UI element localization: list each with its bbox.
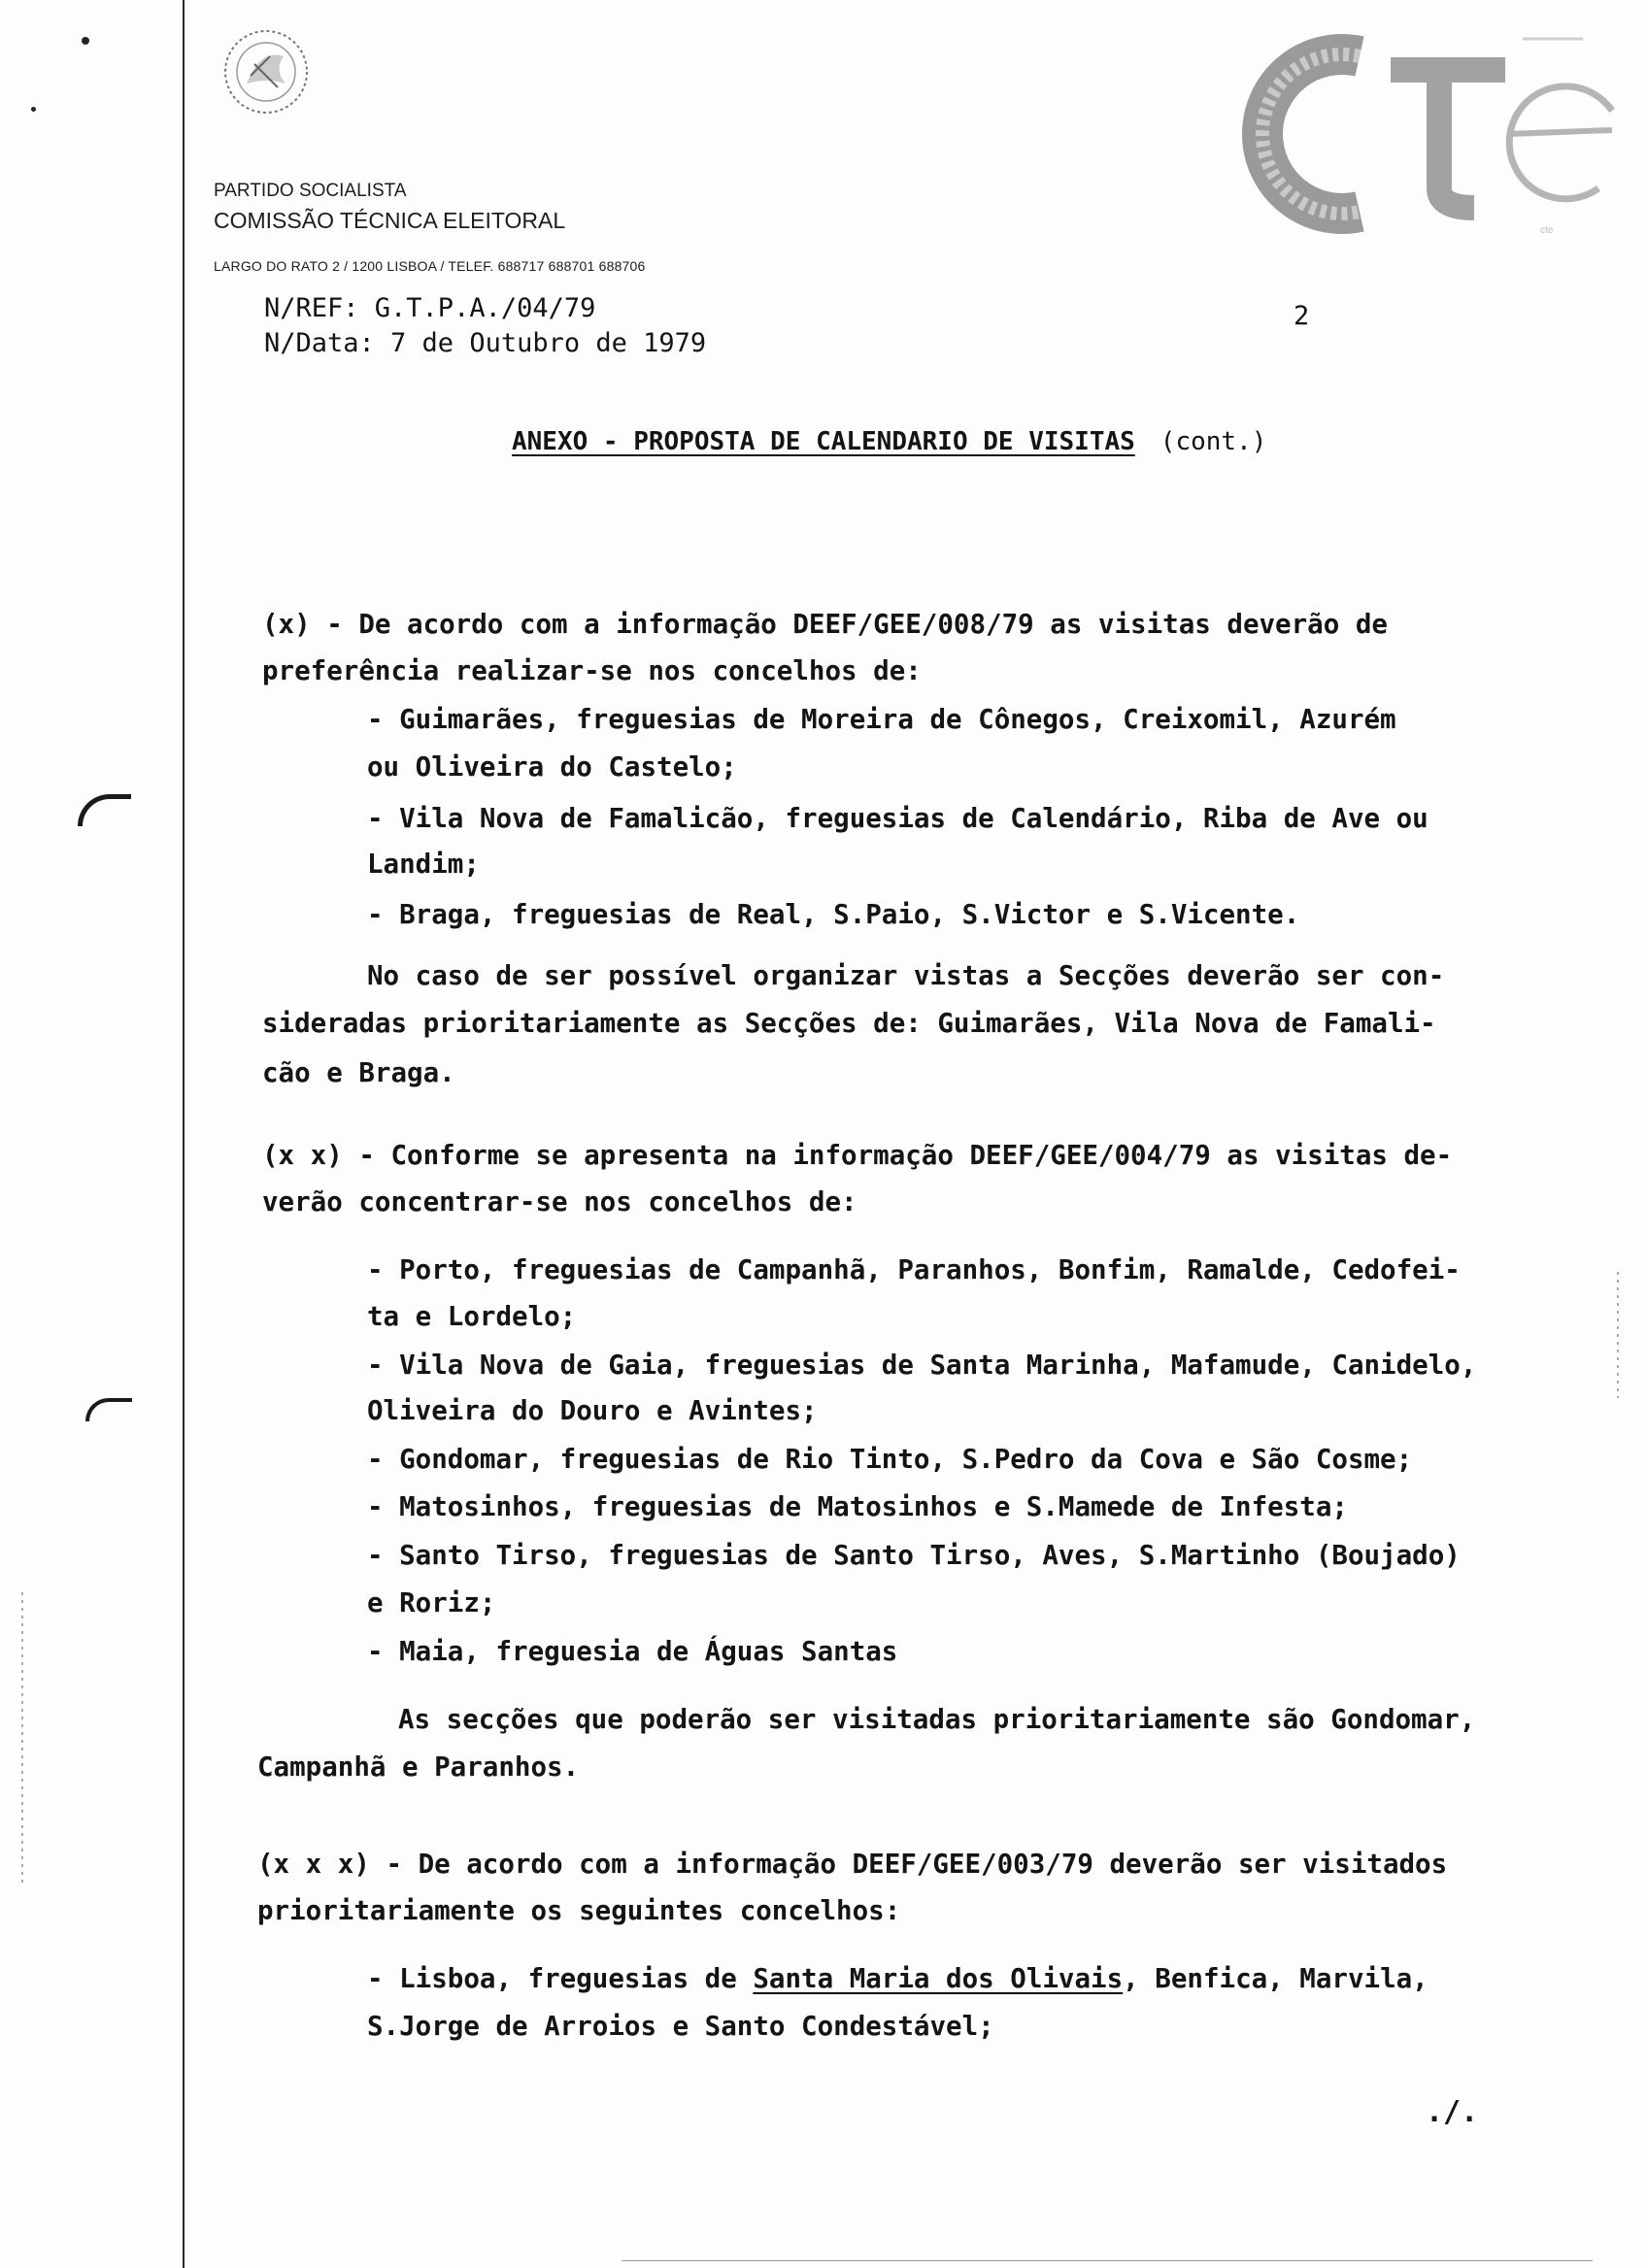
svg-text:cte: cte: [1540, 225, 1554, 236]
scan-edge-noise: [21, 1592, 23, 1884]
org-subtitle: COMISSÃO TÉCNICA ELEITORAL: [214, 208, 566, 233]
list-item: - Vila Nova de Gaia, freguesias de Santa Marinha, Mafamude, Canidelo,: [367, 1350, 1477, 1381]
list-item: [367, 1963, 1429, 1994]
page-number: 2: [1294, 301, 1310, 331]
text-line: sideradas prioritariamente as Secções de: Guimarães, Vila Nova de Famali-: [262, 1008, 1436, 1039]
org-address: LARGO DO RATO 2 / 1200 LISBOA / TELEF. 688717 688701 688706: [214, 258, 646, 274]
text-segment: , Benfica, Marvila,: [1123, 1963, 1429, 1994]
list-item: - Gondomar, freguesias de Rio Tinto, S.Pedro da Cova e São Cosme;: [367, 1444, 1413, 1475]
text-line: S.Jorge de Arroios e Santo Condestável;: [367, 2011, 994, 2042]
text-line: As secções que poderão ser visitadas prioritariamente são Gondomar,: [398, 1704, 1476, 1735]
text-line: preferência realizar-se nos concelhos de:: [262, 655, 922, 686]
text-line: No caso de ser possível organizar vistas a Secções deverão ser con-: [367, 960, 1445, 991]
text-line: Oliveira do Douro e Avintes;: [367, 1395, 818, 1426]
list-item: - Braga, freguesias de Real, S.Paio, S.Victor e S.Vicente.: [367, 899, 1300, 930]
text-line: Landim;: [367, 849, 480, 880]
list-item: - Maia, freguesia de Águas Santas: [367, 1636, 898, 1667]
org-name: PARTIDO SOCIALISTA: [214, 181, 407, 201]
reference-number: N/REF: G.T.P.A./04/79: [264, 293, 596, 323]
list-item: - Guimarães, freguesias de Moreira de Cônegos, Creixomil, Azurém: [367, 704, 1396, 735]
list-item: - Vila Nova de Famalicão, freguesias de Calendário, Riba de Ave ou: [367, 803, 1429, 834]
text-line: prioritariamente os seguintes concelhos:: [257, 1895, 901, 1926]
text-line: e Roriz;: [367, 1587, 496, 1618]
text-line: Campanhã e Paranhos.: [257, 1751, 580, 1783]
left-margin-rule: [183, 0, 185, 2268]
continuation-mark: ./.: [1426, 2095, 1479, 2129]
document-date: N/Data: 7 de Outubro de 1979: [264, 328, 707, 358]
text-line: (x) - De acordo com a informação DEEF/GEE/008/79 as visitas deverão de: [262, 609, 1388, 640]
scan-speck: [82, 37, 89, 45]
punch-hole-mark: [78, 794, 131, 826]
text-segment: - Lisboa, freguesias de: [367, 1963, 754, 1994]
text-line: (x x x) - De acordo com a informação DEEF/GEE/003/79 deverão ser visitados: [257, 1849, 1448, 1880]
title-text: ANEXO - PROPOSTA DE CALENDARIO DE VISITAS: [512, 427, 1135, 456]
party-seal-icon: [221, 27, 311, 117]
text-line: cão e Braga.: [262, 1057, 455, 1088]
list-item: - Matosinhos, freguesias de Matosinhos e S.Mamede de Infesta;: [367, 1491, 1348, 1522]
scan-speck: [31, 107, 36, 112]
list-item: - Santo Tirso, freguesias de Santo Tirso, Aves, S.Martinho (Boujado): [367, 1540, 1461, 1571]
text-line: (x x) - Conforme se apresenta na informação DEEF/GEE/004/79 as visitas de-: [262, 1140, 1453, 1171]
cte-logo: [1214, 17, 1622, 250]
text-line: ta e Lordelo;: [367, 1301, 577, 1332]
bottom-rule: [622, 2260, 1593, 2261]
text-line: ou Oliveira do Castelo;: [367, 751, 737, 783]
list-item: - Porto, freguesias de Campanhã, Paranhos, Bonfim, Ramalde, Cedofei-: [367, 1254, 1461, 1285]
title-suffix: (cont.): [1160, 427, 1267, 456]
text-line: verão concentrar-se nos concelhos de:: [262, 1186, 857, 1217]
page-title: [512, 427, 1266, 456]
punch-hole-mark: [85, 1398, 132, 1421]
underlined-parish: Santa Maria dos Olivais: [753, 1963, 1124, 1994]
scan-edge-noise: [1617, 1272, 1619, 1398]
